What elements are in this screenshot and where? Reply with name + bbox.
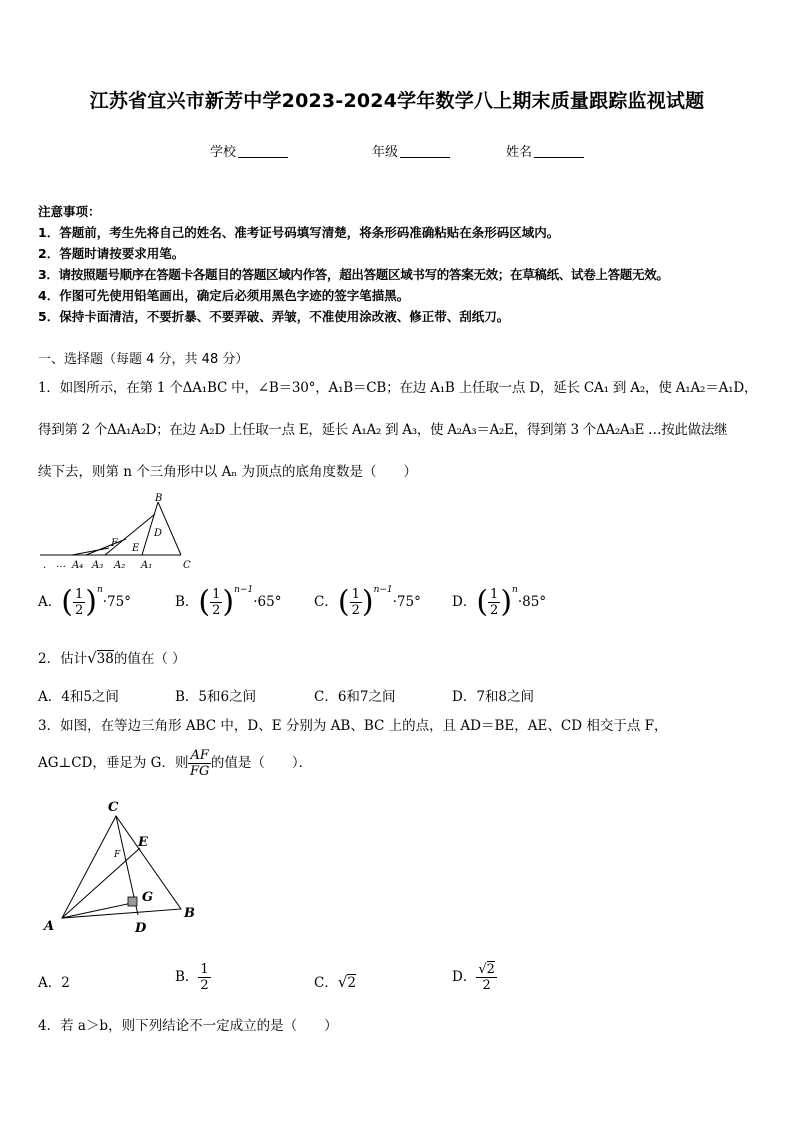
name-label: 姓名 [506,145,533,160]
school-label: 学校 [210,145,237,160]
q1-option-b[interactable]: B．( $\frac{1}{2}$ )$^{n-1}$·65° [175,584,282,620]
label-d: D [135,921,147,936]
q4-stem: 4．若 a＞b，则下列结论不一定成立的是（ ） [38,1018,338,1034]
q1-line2: 得到第 2 个ΔA₁A₂D；在边 A₂D 上任取一点 E，延长 A₁A₂ 到 A₃，使 A₂A₃＝A₂E，得到第 3 个ΔA₂A₃E …按此做法继 [38,422,728,438]
q2-option-a[interactable]: A．4和5之间 [38,689,119,705]
notes-item: 3．请按照题号顺序在答题卡各题目的答题区域内作答，超出答题区域书写的答案无效；在草稿纸、试卷上答题无效。 [38,267,669,282]
notes-item: 2．答题时请按要求用笔。 [38,246,185,261]
q1-option-a[interactable]: A．( $\frac{1}{2}$ )$^n$·75° [38,584,131,620]
q3-line1: 3．如图，在等边三角形 ABC 中，D、E 分别为 AB、BC 上的点，且 AD＝BE，AE、CD 相交于点 F， [38,718,668,734]
notes-block [38,201,669,327]
notes-item: 4．作图可先使用铅笔画出，确定后必须用黑色字迹的签字笔描黑。 [38,288,410,303]
label-a1: A₁ [141,560,153,571]
label-dots: … [56,559,66,570]
label-c: C [183,560,191,571]
q1-option-c[interactable]: C．( $\frac{1}{2}$ )$^{n-1}$·75° [314,584,421,620]
triangle-abc [62,816,181,918]
q1-option-d[interactable]: D．( $\frac{1}{2}$ )$^n$·85° [452,584,547,620]
label-dot: . [43,560,47,571]
name-field[interactable] [506,141,584,160]
q2-option-b[interactable]: B．5和6之间 [175,689,257,705]
label-f: F [111,538,118,549]
label-e: E [138,835,148,850]
school-blank[interactable] [238,145,288,158]
q3-option-a[interactable]: A．2 [38,975,70,991]
grade-blank[interactable] [400,145,450,158]
label-c: C [108,800,119,815]
q2-option-d[interactable]: D．7和8之间 [452,689,535,705]
label-b: B [155,493,163,504]
exam-title: 江苏省宜兴市新芳中学2023-2024学年数学八上期末质量跟踪监视试题 [89,90,705,112]
side-fa4 [72,548,109,555]
q2-option-c[interactable]: C．6和7之间 [314,689,396,705]
label-g: G [142,890,154,905]
right-angle-mark [128,897,137,906]
name-blank[interactable] [534,145,584,158]
section-heading: 一、选择题（每题 4 分，共 48 分） [38,352,249,367]
label-b: B [184,906,195,921]
grade-field[interactable] [372,141,450,160]
label-f: F [114,850,121,860]
q1-line1: 1．如图所示，在第 1 个ΔA₁BC 中，∠B＝30°，A₁B＝CB；在边 A₁B 上任取一点 D，延长 CA₁ 到 A₂，使 A₁A₂＝A₁D， [38,380,758,396]
label-a3: A₃ [92,560,104,571]
q2-stem: 2．估计√38的值在（ ） [38,649,186,667]
notes-item: 5．保持卡面清洁，不要折暴、不要弄破、弄皱，不准使用涂改液、修正带、刮纸刀。 [38,309,510,324]
school-field[interactable] [210,141,288,160]
q3-line2: AG⊥CD，垂足为 G．则 $\frac{AF}{FG}$ 的值是（ ）． [38,748,313,779]
notes-item: 1．答题前，考生先将自己的姓名、准考证号码填写清楚，将条形码准确粘贴在条形码区域内。 [38,225,560,240]
q3-option-b[interactable]: B． $\frac{1}{2}$ [175,962,209,993]
notes-heading: 注意事项： [38,204,101,219]
q3-option-d[interactable]: D． $\frac{√2}{2}$ [452,962,495,993]
grade-label: 年级 [372,145,399,160]
label-a4: A₄ [72,560,84,571]
q1-line3: 续下去，则第 n 个三角形中以 Aₙ 为顶点的底角度数是（ ） [38,464,417,480]
q1-figure [36,490,196,572]
q3-option-c[interactable]: C．√2 [314,973,356,991]
label-d: D [154,528,163,539]
label-e: E [132,543,140,554]
segment-ae [62,848,140,918]
q3-figure [40,793,210,938]
side-ea3 [86,539,126,555]
label-a: A [44,919,55,934]
label-a2: A₂ [114,560,126,571]
